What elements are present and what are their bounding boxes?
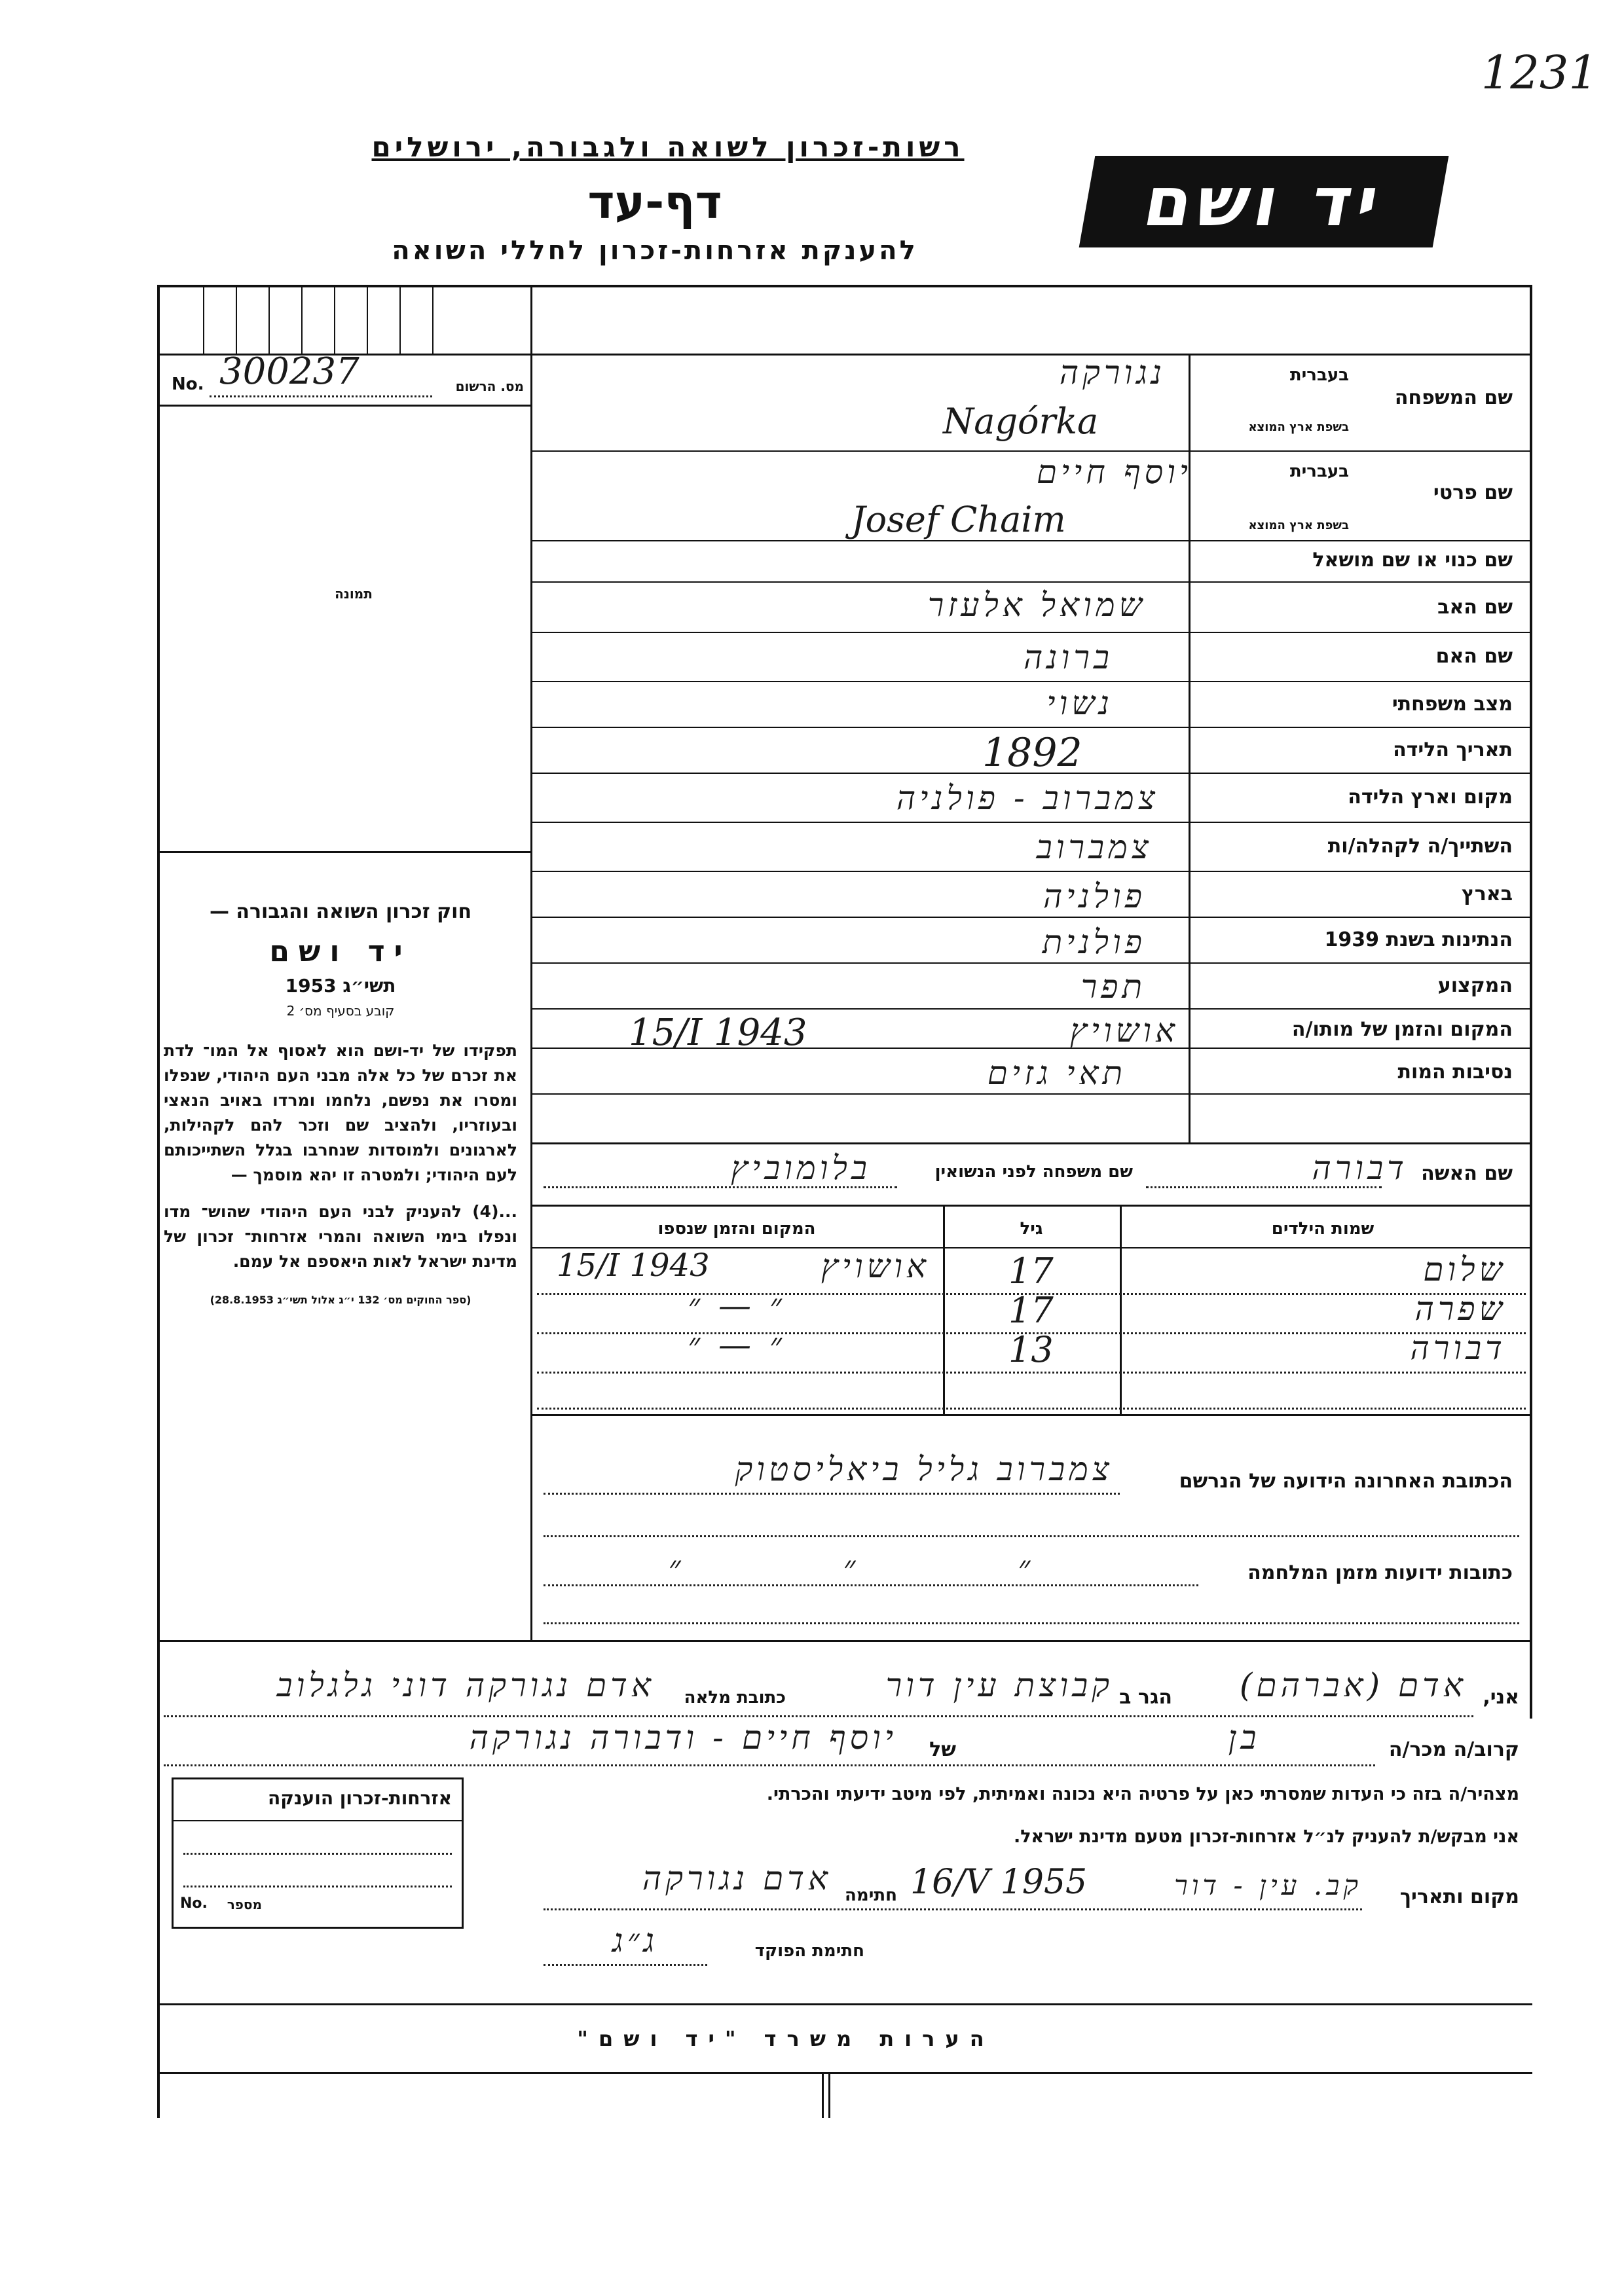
date-value: 16/V 1955 <box>910 1863 1088 1902</box>
country-value: פולניה <box>1043 877 1146 915</box>
family-name-origin-label: בשפת ארץ המוצא <box>1248 420 1349 434</box>
maiden-name-value: בלומוביץ <box>731 1149 871 1187</box>
form-subtitle: להענקת אזרחות-זכרון לחללי השואה <box>392 236 918 266</box>
death-circumstances-label: נסיבות המות <box>1397 1061 1513 1084</box>
country-label: בארץ <box>1461 883 1513 905</box>
first-name-hebrew-label: בעברית <box>1289 462 1349 481</box>
children-header-place: המקום והזמן שנספו <box>657 1219 816 1239</box>
child-1-age: 17 <box>1008 1250 1054 1292</box>
family-name-hebrew-value: נגורקה <box>1059 354 1166 392</box>
family-name-label: שם המשפחה <box>1394 386 1513 409</box>
child-3-place: ״ — ״ <box>688 1326 786 1364</box>
last-address-label: הכתובת האחרונה הידועה של הנרשם <box>1179 1470 1513 1493</box>
law-year: תשי״ג 1953 <box>285 975 396 996</box>
children-header-names: שמות הילדים <box>1271 1219 1375 1239</box>
yad-vashem-logo: יד ושם <box>1079 156 1449 247</box>
law-text-citizenship: ...(4) להעניק לבני העם היהודי שהוש־ מדו ונפלו בימי השואה והמרי אזרחות־ זכרון של מדינת ישראל לאות היאספם אל עמם. <box>164 1202 517 1271</box>
child-2-age: 17 <box>1008 1290 1054 1331</box>
citizenship-1939-value: פולנית <box>1042 923 1146 961</box>
death-circumstances-value: תאי גזים <box>987 1054 1126 1092</box>
law-name: יד ושם <box>269 935 412 968</box>
archive-number: 1231 <box>1481 46 1598 100</box>
father-value: שמואל אלעזר <box>927 586 1146 624</box>
community-label: השתייך/ה לקהלה/ות <box>1327 835 1513 858</box>
declarant-residence: קבוצת עין דור <box>885 1666 1113 1704</box>
officer-signature-value: ג״ג <box>612 1922 658 1959</box>
war-addresses-value: ״ ״ ״ <box>668 1548 1035 1586</box>
family-name-latin-value: Nagórka <box>943 401 1099 442</box>
signature-label: חתימה <box>845 1886 897 1905</box>
citizenship-1939-label: הנתינות בשנת 1939 <box>1324 928 1513 951</box>
first-name-latin-value: Josef Chaim <box>851 499 1066 540</box>
children-header-age: גיל <box>1020 1219 1043 1239</box>
child-2-place: ״ — ״ <box>688 1286 786 1324</box>
place-value: קב. עין - דור <box>1174 1869 1362 1901</box>
law-footnote: (ספר החוקים מס׳ 132 י״ג אלול תשי״ג 28.8.1953) <box>210 1294 471 1306</box>
citizenship-no-label: No. <box>180 1895 208 1912</box>
declarant-i-label: אני, <box>1483 1686 1519 1709</box>
child-1-place: אושויץ <box>821 1247 930 1285</box>
office-notes-title: הערות משרד "יד ושם" <box>577 2026 995 2051</box>
mother-value: ברונה <box>1023 638 1113 676</box>
last-address-value: צמברוב גליל ביאליסטוק <box>735 1450 1113 1488</box>
birth-place-value: צמברוב - פולניה <box>896 779 1159 817</box>
father-label: שם האב <box>1437 596 1513 619</box>
child-2-name: שפרה <box>1414 1290 1506 1328</box>
full-address-label: כתובת מלאה <box>684 1688 786 1707</box>
relative-label: קרוב/ה מכר/ה <box>1388 1738 1519 1761</box>
of-label: של <box>929 1738 956 1761</box>
death-place-value: אושויץ <box>1069 1011 1179 1049</box>
birth-date-label: תאריך הלידה <box>1393 738 1513 761</box>
profession-value: תפר <box>1080 968 1146 1006</box>
mother-label: שם האם <box>1435 645 1513 668</box>
photo-label: תמונה <box>335 586 373 602</box>
wife-name-value: דבורה <box>1312 1149 1408 1187</box>
law-title: חוק זכרון השואה והגבורה — <box>209 900 472 923</box>
marital-status-label: מצב משפחתי <box>1392 693 1513 716</box>
profession-label: המקצוע <box>1437 974 1513 997</box>
law-section: קובע בסעיף מס׳ 2 <box>286 1003 395 1019</box>
signature-value: אדם נגורקה <box>642 1859 832 1897</box>
form-title: דף-עד <box>587 175 722 229</box>
wife-name-label: שם האשה <box>1421 1162 1513 1185</box>
registration-label: מס. הרשום <box>455 378 524 394</box>
death-date-value: 15/I 1943 <box>629 1011 807 1054</box>
child-3-name: דבורה <box>1410 1329 1506 1367</box>
registration-number: 300237 <box>219 350 360 393</box>
child-1-name: שלום <box>1423 1250 1506 1288</box>
child-1-date: 15/I 1943 <box>557 1247 710 1284</box>
family-name-hebrew-label: בעברית <box>1289 365 1349 385</box>
law-text-purpose: תפקידו של יד-ושם הוא לאסוף אל המו־ לדת את זכרם של כל אלה מבני העם היהודי, שנפלו ומסרו את נפשם, נלחמו ומרדו באויב הנאצי ובעוזריו, ולהציב שם וזכר להם לקהילות, לארגונים ולמוסדות שנחרבו בגלל השתייכותם לעם היהודי; ולמטרה זו יהא מוסמך — <box>164 1041 517 1184</box>
community-value: צמברוב <box>1036 828 1153 866</box>
of-value: יוסף חיים - ודבורה נגורקה <box>469 1719 897 1757</box>
marital-status-value: נשוי <box>1046 684 1113 722</box>
first-name-origin-label: בשפת ארץ המוצא <box>1248 519 1349 532</box>
place-date-label: מקום ותאריך <box>1399 1886 1519 1908</box>
declarant-name: אדם (אברהם) <box>1239 1666 1467 1704</box>
declarant-resides-label: הגר ב <box>1119 1686 1172 1709</box>
relative-value: בן <box>1228 1719 1261 1757</box>
nickname-label: שם כנוי או שם מושאל <box>1312 549 1513 572</box>
officer-signature-label: חתימת הפוקד <box>754 1941 864 1961</box>
authority-title: רשות-זכרון לשואה ולגבורה, ירושלים <box>371 131 965 163</box>
war-addresses-label: כתובות ידועות מזמן המלחמה <box>1247 1561 1513 1584</box>
first-name-hebrew-value: יוסף חיים <box>1036 453 1192 491</box>
law-block <box>164 900 517 1306</box>
registration-no-label: No. <box>172 374 204 394</box>
birth-place-label: מקום וארץ הלידה <box>1348 786 1513 809</box>
declaration-text: מצהיר/ה בזה כי העדות שמסרתי כאן על פרטיה היא נכונה ואמיתית, לפי מיטב ידיעתי והכרתי. <box>766 1784 1519 1804</box>
birth-date-value: 1892 <box>982 730 1082 776</box>
maiden-name-label: שם משפחה לפני הנשואין <box>934 1162 1133 1182</box>
full-address-value: אדם נגורקה דוני גלגלוב <box>276 1666 655 1704</box>
child-3-age: 13 <box>1008 1329 1054 1370</box>
first-name-label: שם פרטי <box>1433 481 1513 504</box>
citizenship-number-label: מספר <box>227 1897 262 1912</box>
death-place-time-label: המקום והזמן של מותו/ה <box>1291 1018 1513 1041</box>
citizenship-granted-title: אזרחות-זכרון הוענקה <box>268 1787 452 1809</box>
request-text: אני מבקש/ת להעניק לנ״ל אזרחות-זכרון מטעם מדינת ישראל. <box>1013 1827 1519 1847</box>
